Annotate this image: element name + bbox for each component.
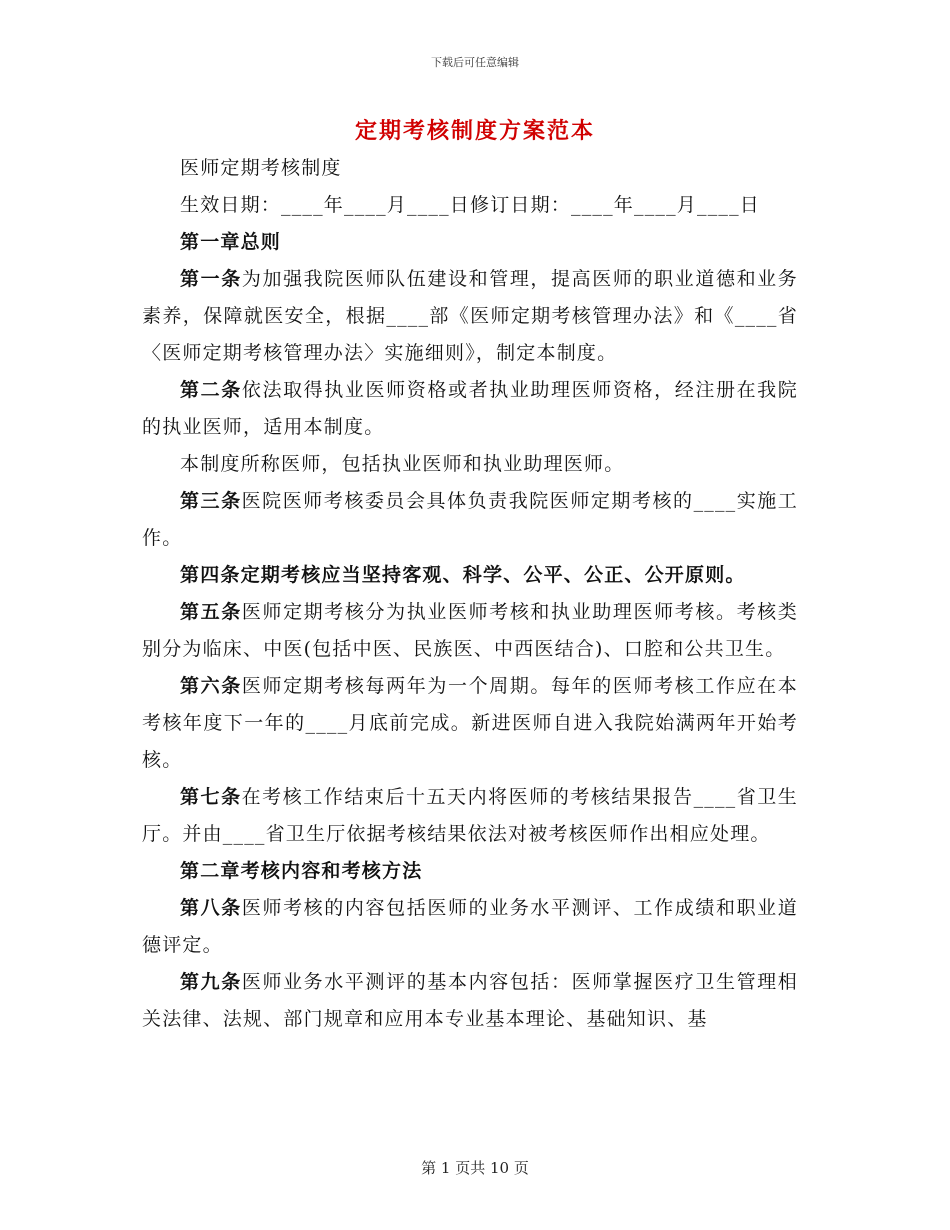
paragraph-1: 生效日期：____年____月____日修订日期：____年____月____日 [180,194,761,216]
paragraph-0: 医师定期考核制度 [180,157,342,179]
article-6: 第六条医师定期考核每两年为一个周期。每年的医师考核工作应在本考核年度下一年的____月底前完成。新进医师自进入我院始满两年开始考核。 [142,675,798,771]
article-7: 第七条在考核工作结束后十五天内将医师的考核结果报告____省卫生厅。并由____省卫生厅依据考核结果依法对被考核医师作出相应处理。 [142,786,798,845]
article-3: 第三条医院医师考核委员会具体负责我院医师定期考核的____实施工作。 [142,490,798,549]
document-body [142,150,798,1038]
document-title: 定期考核制度方案范本 [354,118,595,144]
chapter-heading-1: 第一章总则 [180,231,282,253]
article-1: 第一条为加强我院医师队伍建设和管理，提高医师的职业道德和业务素养，保障就医安全，根据____部《医师定期考核管理办法》和《____省〈医师定期考核管理办法〉实施细则》，制定本制度。 [142,268,798,364]
chapter-heading-2: 第二章考核内容和考核方法 [180,860,423,882]
paragraph-definition: 本制度所称医师，包括执业医师和执业助理医师。 [180,453,625,475]
article-8: 第八条医师考核的内容包括医师的业务水平测评、工作成绩和职业道德评定。 [142,897,798,956]
article-2: 第二条依法取得执业医师资格或者执业助理医师资格，经注册在我院的执业医师，适用本制度。 [142,379,798,438]
page-footer: 第 1 页共 10 页 [421,1159,529,1177]
page-header: 下载后可任意编辑 [431,56,519,69]
article-4: 第四条定期考核应当坚持客观、科学、公平、公正、公开原则。 [180,564,746,586]
article-9: 第九条医师业务水平测评的基本内容包括：医师掌握医疗卫生管理相关法律、法规、部门规章和应用本专业基本理论、基础知识、基 [142,971,798,1030]
article-5: 第五条医师定期考核分为执业医师考核和执业助理医师考核。考核类别分为临床、中医(包括中医、民族医、中西医结合)、口腔和公共卫生。 [142,601,798,660]
